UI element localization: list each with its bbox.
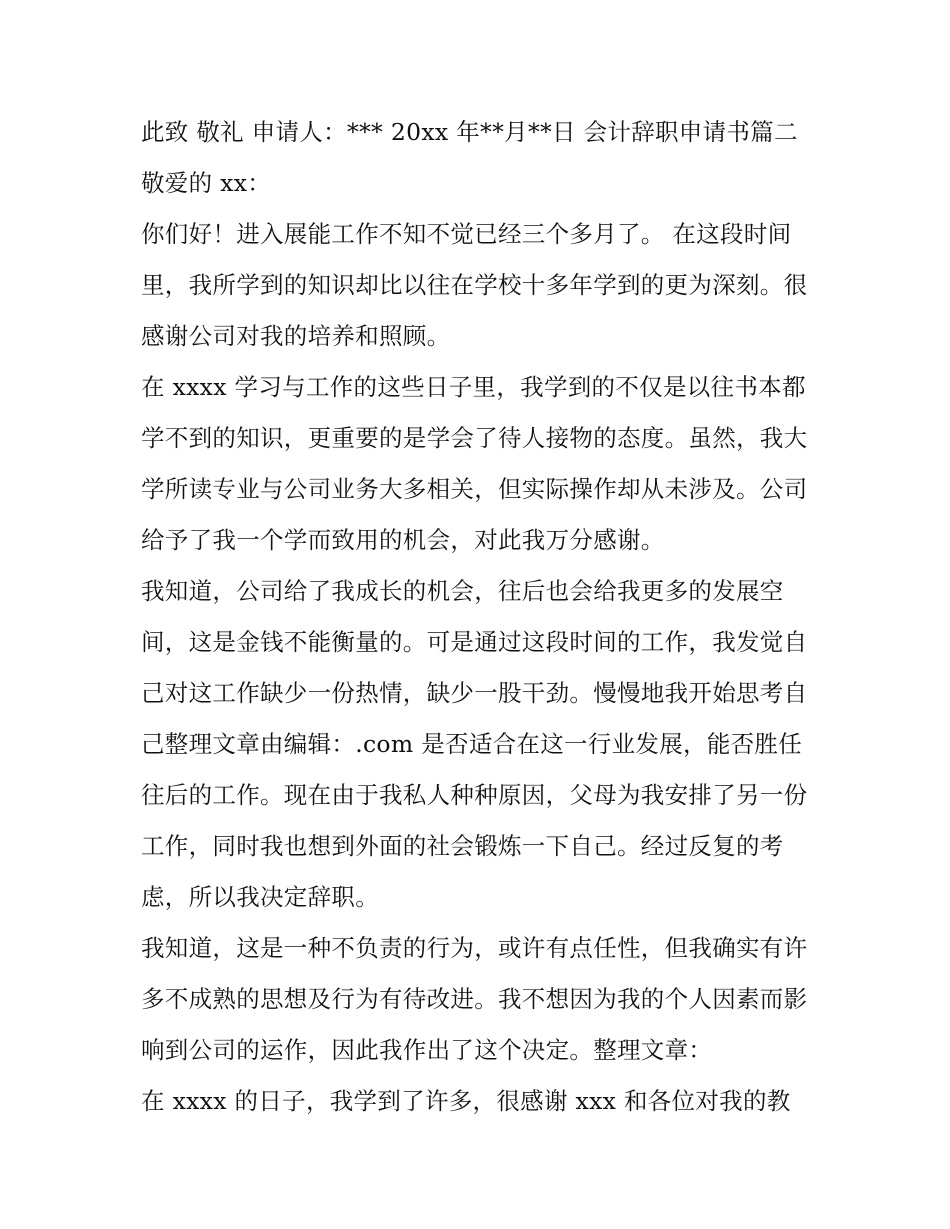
document-body: [141, 107, 821, 1127]
paragraph-thanks: 在 xxxx 的日子，我学到了许多，很感谢 xxx 和各位对我的教: [141, 1087, 791, 1115]
paragraph-apology: 我知道，这是一种不负责的行为，或许有点任性，但我确实有许多不成熟的思想及行为有待改进。我不想因为我的个人因素而影响到公司的运作，因此我作出了这个决定。整理文章：: [141, 934, 808, 1064]
paragraph-greeting: 你们好！进入展能工作不知不觉已经三个多月了。 在这段时间里，我所学到的知识却比以往在学校十多年学到的更为深刻。很感谢公司对我的培养和照顾。: [141, 220, 808, 350]
paragraph-salutation: 敬爱的 xx：: [141, 169, 272, 197]
paragraph-closing-and-title: 此致 敬礼 申请人：*** 20xx 年**月**日 会计辞职申请书篇二: [141, 118, 798, 146]
paragraph-decision: 我知道，公司给了我成长的机会，往后也会给我更多的发展空间，这是金钱不能衡量的。可是通过这段时间的工作，我发觉自己对这工作缺少一份热情，缺少一股干劲。慢慢地我开始思考自己整理文章由编辑：.com 是否适合在这一行业发展，能否胜任往后的工作。现在由于我私人种种原因，父母为我安排了另一份工作，同时我也想到外面的社会锻炼一下自己。经过反复的考虑，所以我决定辞职。: [141, 577, 808, 911]
paragraph-learning: 在 xxxx 学习与工作的这些日子里，我学到的不仅是以往书本都学不到的知识，更重要的是学会了待人接物的态度。虽然，我大学所读专业与公司业务大多相关，但实际操作却从未涉及。公司给予了我一个学而致用的机会，对此我万分感谢。: [141, 373, 808, 554]
